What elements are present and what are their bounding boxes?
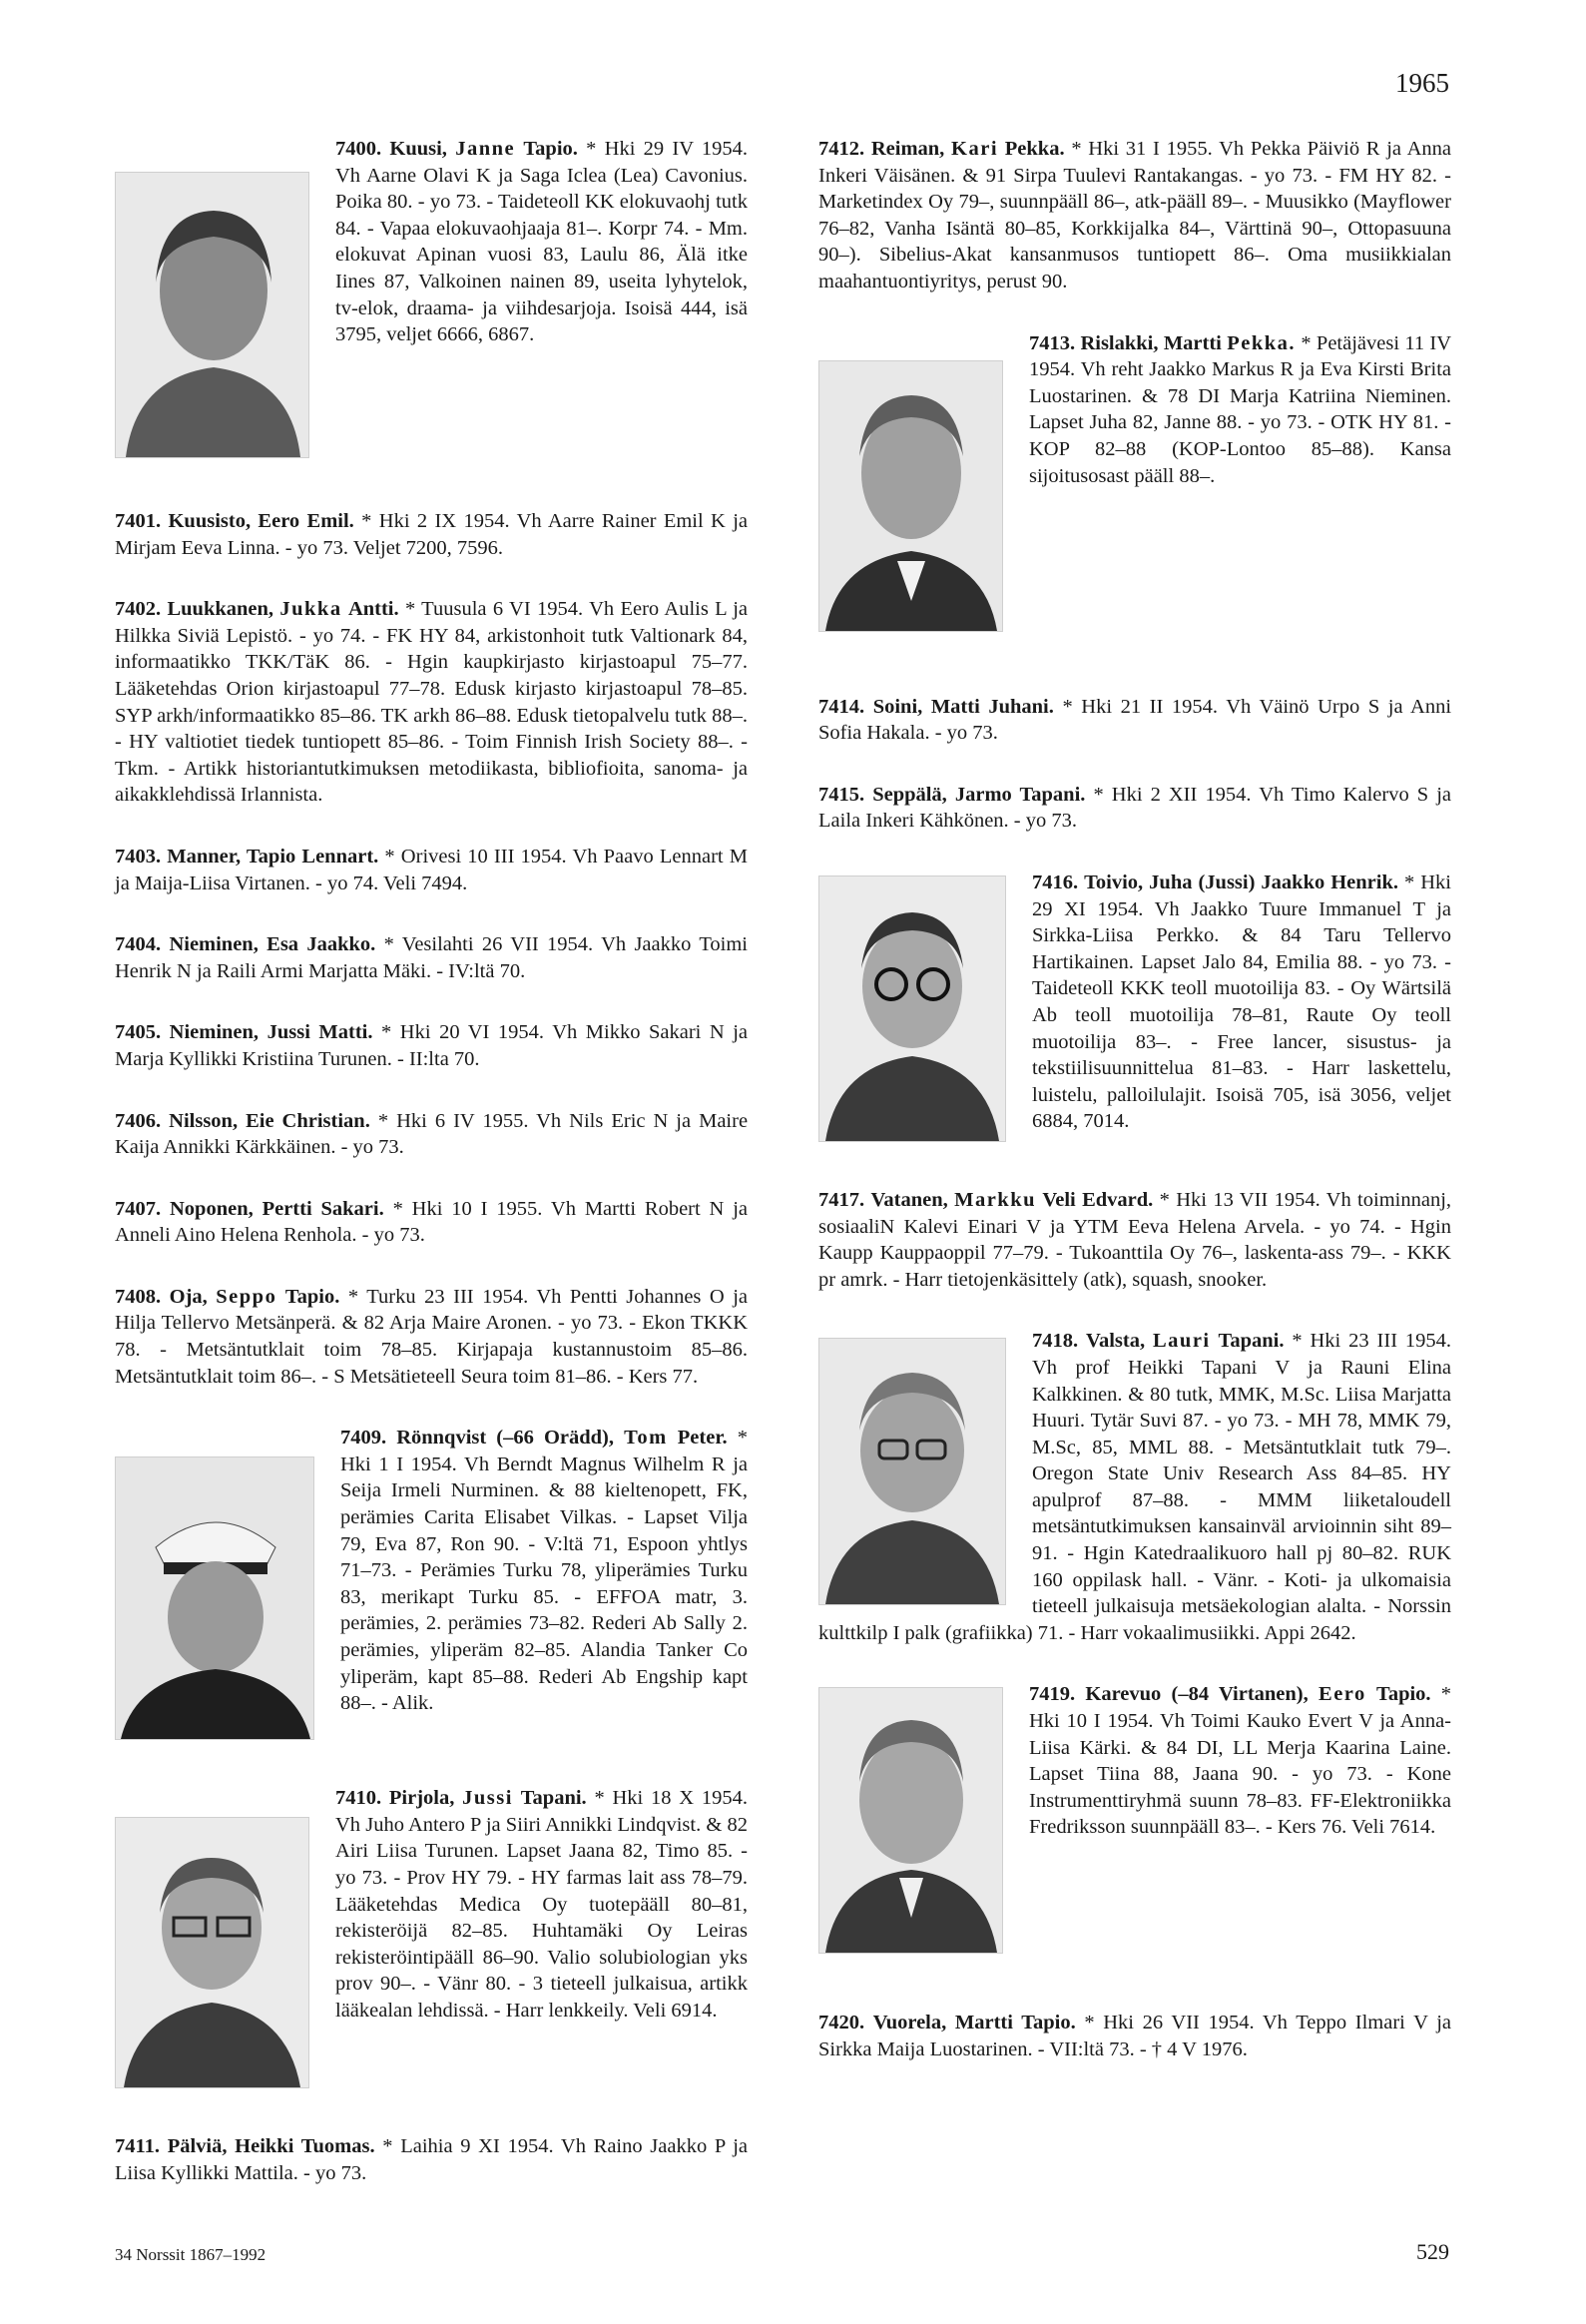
entry-7413	[818, 330, 1451, 642]
entry-7400	[115, 136, 748, 468]
entry-7412	[818, 136, 1451, 295]
entry-name-spaced: Jussi	[462, 1787, 513, 1810]
entry-name: Kuusi,	[389, 138, 447, 160]
entry-text: * Hki 13 VII 1954. Vh toiminnanj, sosiaaliN Kalevi Einari V ja YTM Eeva Helena Arvela. - yo 74. - Hgin Kaupp Kauppaoppil 77–79. - Tukoanttila Oy 76–, laskenta-ass 79–. - KKK pr amrk. - Harr tietojenkäsittely (atk), squash, snooker.	[818, 1188, 1452, 1291]
entry-name: Nilsson, Eie Christian.	[169, 1109, 370, 1132]
entry-number: 7415.	[818, 783, 865, 806]
entry-number: 7417.	[818, 1188, 865, 1211]
entry-text: * Hki 21 II 1954. Vh Väinö Urpo S ja Anni Sofia Hakala. - yo 73.	[818, 695, 1452, 745]
entry-7415	[818, 782, 1451, 835]
entry-name: Luukkanen,	[167, 598, 274, 621]
entry-name: Vatanen,	[870, 1188, 948, 1211]
entry-name: Reiman,	[870, 138, 945, 160]
entry-name: Manner, Tapio Lennart.	[167, 845, 379, 868]
entry-text: * Hki 1 I 1954. Vh Berndt Magnus Wilhelm R ja Seija Irmeli Nurminen. & 88 kieltenopett, FK, perämies Carita Elisabet Vilkas. - Lapset Vilja 79, Eva 87, Ron 90. - V:ltä 71, Espoon yhtlys 71–73. - Perämies Turku 78, yliperämies Turku 83, merikapt Turku 85. - EFFOA matr, 3. perämies, 2. perämies 73–82. Rederi Ab Sally 2. perämies, yliperäm 82–85. Alandia Tanker Co yliperäm, kapt 85–88. Rederi Ab Engship kapt 88–. - Alik.	[340, 1427, 748, 1715]
entry-name: Soini, Matti Juhani.	[872, 695, 1054, 718]
entry-7402	[115, 596, 748, 809]
entry-7416	[818, 870, 1451, 1152]
left-column	[115, 136, 748, 2221]
entry-name: Kuusisto, Eero Emil.	[168, 510, 354, 532]
entry-text: * Hki 20 VI 1954. Vh Mikko Sakari N ja Marja Kyllikki Kristiina Turunen. - II:lta 70.	[115, 1021, 749, 1070]
entry-number: 7400.	[335, 138, 382, 160]
entry-text: * Hki 29 XI 1954. Vh Jaakko Tuure Immanuel T ja Sirkka-Liisa Perkko. & 84 Taru Tellervo Hartikainen. Lapset Jalo 84, Emilia 88. - yo 73. - Taideteoll KKK teoll muotoilija 83. - Oy Wärtsilä Ab teoll muotoilija 78–81, Raute Oy teoll muotoilija 83–. - Free lancer, sisustus- ja tekstiilisuunnittelua 81–83. - Harr laskettelu, luistelu, palloilulajit. Isoisä 705, isä 3056, veljet 6884, 7014.	[1032, 871, 1451, 1133]
entry-text: * Hki 2 XII 1954. Vh Timo Kalervo S ja Laila Inkeri Kähkönen. - yo 73.	[818, 783, 1452, 833]
entry-text: * Vesilahti 26 VII 1954. Vh Jaakko Toimi Henrik N ja Raili Armi Marjatta Mäki. - IV:ltä 70.	[115, 933, 749, 982]
entry-name-spaced: Seppo	[216, 1285, 277, 1308]
entry-text: * Hki 31 I 1955. Vh Pekka Päiviö R ja Anna Inkeri Väisänen. & 91 Sirpa Tuulevi Rantakangas. - yo 73. - FM HY 82. - Marketindex Oy 79–, suunnpääll 86–, atk-pääll 89–. - Muusikko (Mayflower 76–82, Vanha Isäntä 80–85, Korkkijalka 84–, Värttinä 90–, Ottopasuuna 90–). Sibelius-Akat kansanmusos tuntiopett 86–. Oma musiikkialan maahantuontiyritys, perust 90.	[818, 138, 1452, 292]
entry-number: 7404.	[115, 933, 162, 956]
entry-7411	[115, 2133, 748, 2186]
entry-name: Valsta,	[1086, 1330, 1146, 1353]
portrait-photo	[115, 1456, 314, 1740]
entry-7417	[818, 1187, 1451, 1293]
entry-name: Karevuo (–84 Virtanen),	[1085, 1683, 1309, 1706]
entry-7404	[115, 931, 748, 984]
entry-number: 7414.	[818, 695, 865, 718]
entry-7403	[115, 844, 748, 896]
entry-name-spaced: Kari	[951, 138, 999, 160]
entry-name: Seppälä, Jarmo Tapani.	[872, 783, 1086, 806]
entry-name: Oja,	[169, 1285, 208, 1308]
entry-text: * Orivesi 10 III 1954. Vh Paavo Lennart M ja Maija-Liisa Virtanen. - yo 74. Veli 7494.	[115, 845, 748, 894]
entry-number: 7401.	[115, 510, 162, 532]
entry-name-rest: Antti.	[347, 598, 399, 621]
entry-number: 7411.	[115, 2135, 160, 2158]
entry-name-spaced: Jukka	[279, 598, 342, 621]
portrait-photo	[818, 360, 1003, 632]
entry-name: Pälviä, Heikki Tuomas.	[167, 2135, 375, 2158]
entry-7420	[818, 2010, 1451, 2062]
entry-number: 7419.	[1029, 1683, 1076, 1706]
entry-name-rest: Peter.	[677, 1427, 728, 1450]
entry-name-spaced: Markku	[954, 1188, 1036, 1211]
entry-7414	[818, 694, 1451, 747]
entry-7419	[818, 1681, 1451, 1964]
entry-7406	[115, 1108, 748, 1161]
entry-name-spaced: Eero	[1319, 1683, 1366, 1706]
entry-text: * Tuusula 6 VI 1954. Vh Eero Aulis L ja Hilkka Siviä Lepistö. - yo 74. - FK HY 84, arkistonhoit tutk Valtionark 84, informaatikko TKK/TäK 86. - Hgin kaupkirjasto kirjastoapul 75–77. Lääketehdas Orion kirjastoapul 77–78. Edusk kirjasto kirjastoapul 78–85. SYP arkh/informaatikko 85–86. TK arkh 86–88. Edusk tietopalvelu tutk 88–. - HY valtiotiet tiedek tuntiopett 85–86. - Toim Finnish Irish Society 88–. - Tkm. - Artikk historiantutkimuksen metodiikasta, bibliofioita, sanoma- ja aikakklehdissä Irlannista.	[115, 598, 749, 807]
entry-number: 7420.	[818, 2012, 865, 2034]
entry-text: * Laihia 9 XI 1954. Vh Raino Jaakko P ja Liisa Kyllikki Mattila. - yo 73.	[115, 2135, 749, 2184]
entry-text: * Petäjävesi 11 IV 1954. Vh reht Jaakko Markus R ja Eva Kirsti Brita Luostarinen. & 78 DI Marja Katriina Nieminen. Lapset Juha 82, Janne 88. - yo 73. - OTK HY 81. - KOP 82–88 (KOP-Lontoo 85–88). Kansa sijoitusosast pääll 88–.	[1029, 331, 1452, 487]
entry-text: * Hki 29 IV 1954. Vh Aarne Olavi K ja Saga Iclea (Lea) Cavonius. Poika 80. - yo 73. - Taideteoll KK elokuvaohj tutk 84. - Vapaa elokuvaohjaaja 81–. Korpr 74. - Mm. elokuvat Apinan vuosi 83, Laulu 86, Älä itke Iines 87, Valkoinen nainen 89, useita lyhytelok, tv-elok, draama- ja viihdesarjoja. Isoisä 444, isä 3795, veljet 6666, 6867.	[335, 138, 749, 346]
entry-name-spaced: Pekka.	[1227, 331, 1297, 354]
entry-name-spaced: Tom	[624, 1427, 668, 1450]
entry-number: 7412.	[818, 138, 865, 160]
entry-name: Vuorela, Martti Tapio.	[872, 2012, 1076, 2034]
right-column	[818, 136, 1451, 2098]
entry-number: 7408.	[115, 1285, 162, 1308]
entry-text: * Hki 6 IV 1955. Vh Nils Eric N ja Maire Kaija Annikki Kärkkäinen. - yo 73.	[115, 1109, 749, 1159]
entry-7401	[115, 508, 748, 561]
entry-name: Pirjola,	[388, 1787, 455, 1810]
entry-text: * Turku 23 III 1954. Vh Pentti Johannes O ja Hilja Tellervo Metsänperä. & 82 Arja Maire Aronen. - yo 73. - Ekon TKKK 78. - Metsäntutklait toim 78–85. Kirjapaja kustannustoim 85–86. Metsäntutklait toim 86–. - S Metsätieteell Seura toim 81–86. - Kers 77.	[115, 1285, 748, 1388]
footer-book-title: 34 Norssit 1867–1992	[115, 2245, 266, 2264]
entry-name-rest: Tapani.	[520, 1787, 587, 1810]
entry-text: * Hki 10 I 1955. Vh Martti Robert N ja Anneli Aino Helena Renhola. - yo 73.	[115, 1197, 749, 1247]
entry-name-rest: Tapio.	[523, 138, 578, 160]
entry-number: 7405.	[115, 1021, 162, 1044]
entry-name-rest: Tapio.	[1376, 1683, 1431, 1706]
entry-number: 7403.	[115, 845, 162, 868]
entry-7410	[115, 1785, 748, 2098]
portrait-photo	[115, 1817, 309, 2088]
entry-number: 7402.	[115, 598, 162, 621]
page-number: 529	[1416, 2239, 1449, 2264]
entry-7408	[115, 1284, 748, 1390]
entry-name-rest: Veli Edvard.	[1042, 1188, 1154, 1211]
entry-number: 7410.	[335, 1787, 382, 1810]
entry-name-spaced: Lauri	[1153, 1330, 1211, 1353]
entry-number: 7407.	[115, 1197, 162, 1220]
entry-name: Noponen, Pertti Sakari.	[169, 1197, 384, 1220]
entry-number: 7413.	[1029, 331, 1076, 354]
entry-text: * Hki 26 VII 1954. Vh Teppo Ilmari V ja Sirkka Maija Luostarinen. - VII:ltä 73. - † 4 V 1976.	[818, 2012, 1451, 2061]
entry-name-spaced: Janne	[455, 138, 516, 160]
entry-text: * Hki 23 III 1954. Vh prof Heikki Tapani V ja Rauni Elina Kalkkinen. & 80 tutk, MMK, M.Sc. Liisa Marjatta Huuri. Tytär Suvi 87. - yo 73. - MH 78, MMK 79, M.Sc, 85, MML 88. - Metsäntutklait tutk 79–. Oregon State Univ Research Ass 84–85. HY apulprof 87–88. - MMM liiketaloudell metsäntutkimuksen kansainväl arvioinnin siht 89–91. - Hgin Katedraalikuoro hall pj 80–82. RUK 160 oppilask hall. - Vänr. - Koti- ja ulkomaisia tieteell julkaisuja metsäekologian alalta. - Norssin kulttkilp I palk (grafiikka) 71. - Harr vokaalimusiikki. Appi 2642.	[818, 1330, 1452, 1644]
entry-name: Rislakki, Martti	[1080, 331, 1222, 354]
entry-name-rest: Tapani.	[1218, 1330, 1285, 1353]
entry-7405	[115, 1019, 748, 1072]
entry-number: 7416.	[1032, 871, 1079, 893]
entry-text: * Hki 2 IX 1954. Vh Aarre Rainer Emil K ja Mirjam Eeva Linna. - yo 73. Veljet 7200, 7596.	[115, 510, 749, 559]
entry-number: 7409.	[340, 1427, 387, 1450]
year-header: 1965	[1395, 68, 1449, 98]
entry-name-rest: Tapio.	[284, 1285, 340, 1308]
entry-7407	[115, 1196, 748, 1249]
portrait-photo	[818, 1338, 1006, 1605]
entry-name: Rönnqvist (–66 Orädd),	[396, 1427, 614, 1450]
portrait-photo	[115, 172, 309, 458]
entry-number: 7418.	[1032, 1330, 1079, 1353]
entry-name: Nieminen, Esa Jaakko.	[169, 933, 376, 956]
portrait-photo	[818, 1687, 1003, 1954]
entry-text: * Hki 18 X 1954. Vh Juho Antero P ja Siiri Annikki Lindqvist. & 82 Airi Liisa Turunen. Lapset Jaana 82, Timo 85. - yo 73. - Prov HY 79. - HY farmas lait ass 78–79. Lääketehdas Medica Oy tuotepääll 80–81, rekisteröijä 82–85. Huhtamäki Oy Leiras rekisteröintipääll 86–90. Valio solubiologian yks prov 90–. - Vänr 80. - 3 tieteell julkaisua, artikk lääkealan lehdissä. - Harr lenkkeily. Veli 6914.	[335, 1787, 748, 2022]
entry-name-rest: Pekka.	[1004, 138, 1065, 160]
entry-7409	[115, 1425, 748, 1750]
portrait-photo	[818, 875, 1006, 1142]
entry-name: Toivio, Juha (Jussi) Jaakko Henrik.	[1084, 871, 1398, 893]
entry-number: 7406.	[115, 1109, 162, 1132]
entry-text: * Hki 10 I 1954. Vh Toimi Kauko Evert V ja Anna-Liisa Kärki. & 84 DI, LL Merja Kaarina Laine. Lapset Tiina 88, Jaana 90. - yo 73. - Kone Instrumenttiryhmä suunn 78–83. FF-Elektroniikka Fredriksson suunnpääll 83–. - Kers 76. Veli 7614.	[1029, 1683, 1452, 1839]
entry-name: Nieminen, Jussi Matti.	[169, 1021, 373, 1044]
entry-7418	[818, 1328, 1451, 1646]
